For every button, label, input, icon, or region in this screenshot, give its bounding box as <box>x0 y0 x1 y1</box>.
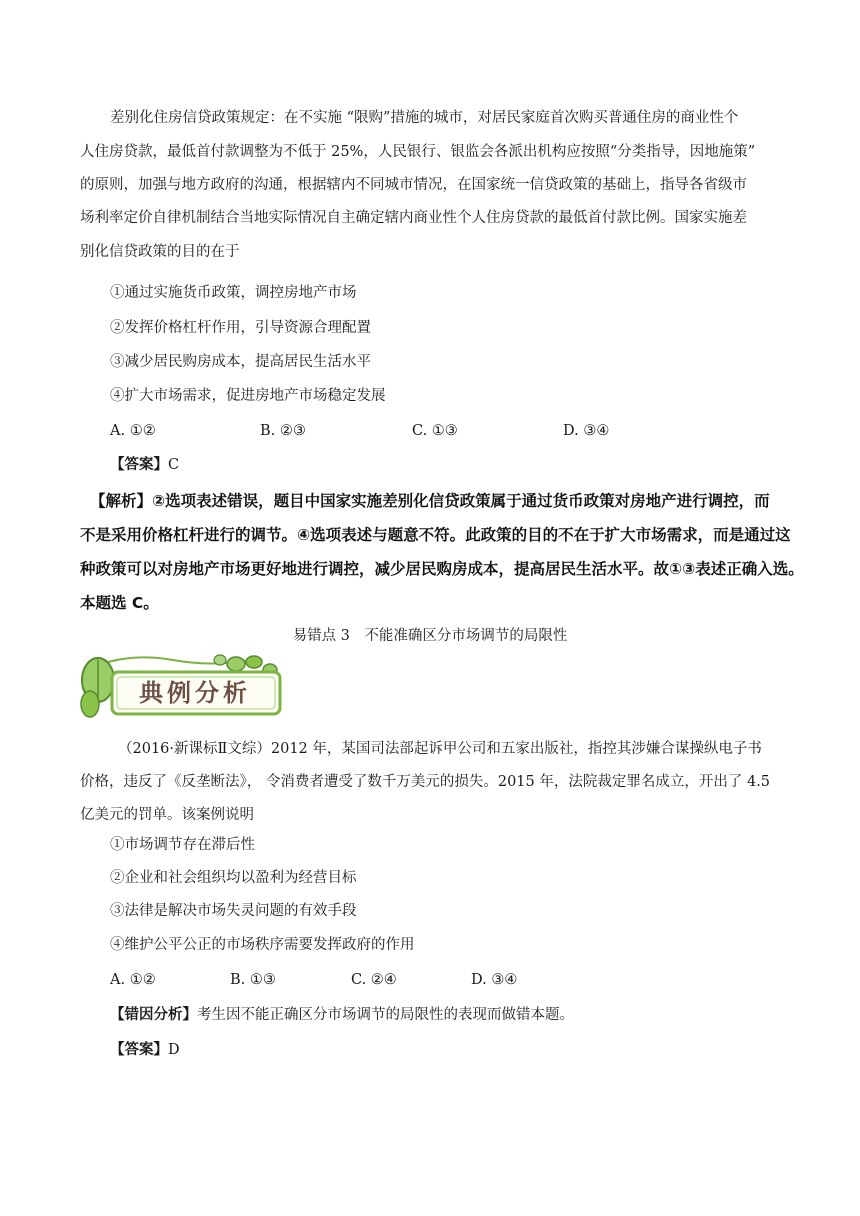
q1-option-4: ④扩大市场需求，促进房地产市场稳定发展 <box>110 388 386 404</box>
q2-stem-line-1: （2016·新课标Ⅱ文综）2012 年，某国司法部起诉甲公司和五家出版社，指控其涉嫌合谋操纵电子书 <box>118 741 762 757</box>
q1-option-1: ①通过实施货币政策，调控房地产市场 <box>110 285 357 301</box>
q1-choice-b: B. ②③ <box>260 423 306 439</box>
q2-choice-c: C. ②④ <box>351 972 397 988</box>
q1-choice-d: D. ③④ <box>563 423 610 439</box>
q2-option-2: ②企业和社会组织均以盈利为经营目标 <box>110 870 357 886</box>
q2-choice-b: B. ①③ <box>230 972 276 988</box>
q1-analysis-line-1: 【解析】②选项表述错误，题目中国家实施差别化信贷政策属于通过货币政策对房地产进行调控，而 <box>90 492 770 510</box>
section-title: 易错点 3 不能准确区分市场调节的局限性 <box>292 628 568 644</box>
q2-choice-a: A. ①② <box>110 972 156 988</box>
q2-answer <box>110 1040 180 1060</box>
q1-stem-line-3: 的原则，加强与地方政府的沟通，根据辖内不同城市情况，在国家统一信贷政策的基础上，指导各省级市 <box>80 177 747 193</box>
q2-answer-tag: 【答案】 <box>110 1041 168 1058</box>
q1-stem-line-4: 场利率定价自律机制结合当地实际情况自主确定辖内商业性个人住房贷款的最低首付款比例。国家实施差 <box>80 210 747 226</box>
q2-stem-line-3: 亿美元的罚单。该案例说明 <box>80 807 254 823</box>
q1-choice-a: A. ①② <box>110 423 156 439</box>
q1-answer-value: C <box>168 457 180 473</box>
q1-option-2: ②发挥价格杠杆作用，引导资源合理配置 <box>110 320 371 336</box>
q1-analysis-line-3: 种政策可以对房地产市场更好地进行调控，减少居民购房成本，提高居民生活水平。故①③表述正确入选。 <box>80 560 804 578</box>
q1-answer-tag: 【答案】 <box>110 456 168 473</box>
q2-error-text: 考生因不能正确区分市场调节的局限性的表现而做错本题。 <box>197 1007 574 1023</box>
q1-stem-line-1: 差别化住房信贷政策规定：在不实施 “限购”措施的城市，对居民家庭首次购买普通住房的商业性个 <box>110 110 739 126</box>
q1-answer <box>110 455 179 475</box>
q1-choice-c: C. ①③ <box>412 423 458 439</box>
q2-error-tag: 【错因分析】 <box>110 1006 197 1023</box>
q2-option-4: ④维护公平公正的市场秩序需要发挥政府的作用 <box>110 937 415 953</box>
q2-stem-line-2: 价格，违反了《反垄断法》， 令消费者遭受了数千万美元的损失。2015 年，法院裁定罪名成立，开出了 4.5 <box>80 774 771 790</box>
q2-choice-d: D. ③④ <box>471 972 518 988</box>
q2-error-analysis <box>110 1005 574 1025</box>
q1-option-3: ③减少居民购房成本，提高居民生活水平 <box>110 354 371 370</box>
q1-analysis-line-2: 不是采用价格杠杆进行的调节。④选项表述与题意不符。此政策的目的不在于扩大市场需求，而是通过这 <box>80 526 791 544</box>
banner-text: 典例分析 <box>139 679 251 707</box>
q2-option-1: ①市场调节存在滞后性 <box>110 837 255 853</box>
q2-option-3: ③法律是解决市场失灵问题的有效手段 <box>110 903 357 919</box>
q2-answer-value: D <box>168 1042 180 1058</box>
q1-analysis-line-4: 本题选 C。 <box>80 594 159 612</box>
typical-example-banner <box>78 654 288 724</box>
q1-stem-line-2: 人住房贷款，最低首付款调整为不低于 25%，人民银行、银监会各派出机构应按照“分类指导，因地施策” <box>80 144 756 160</box>
q1-stem-line-5: 别化信贷政策的目的在于 <box>80 244 240 260</box>
